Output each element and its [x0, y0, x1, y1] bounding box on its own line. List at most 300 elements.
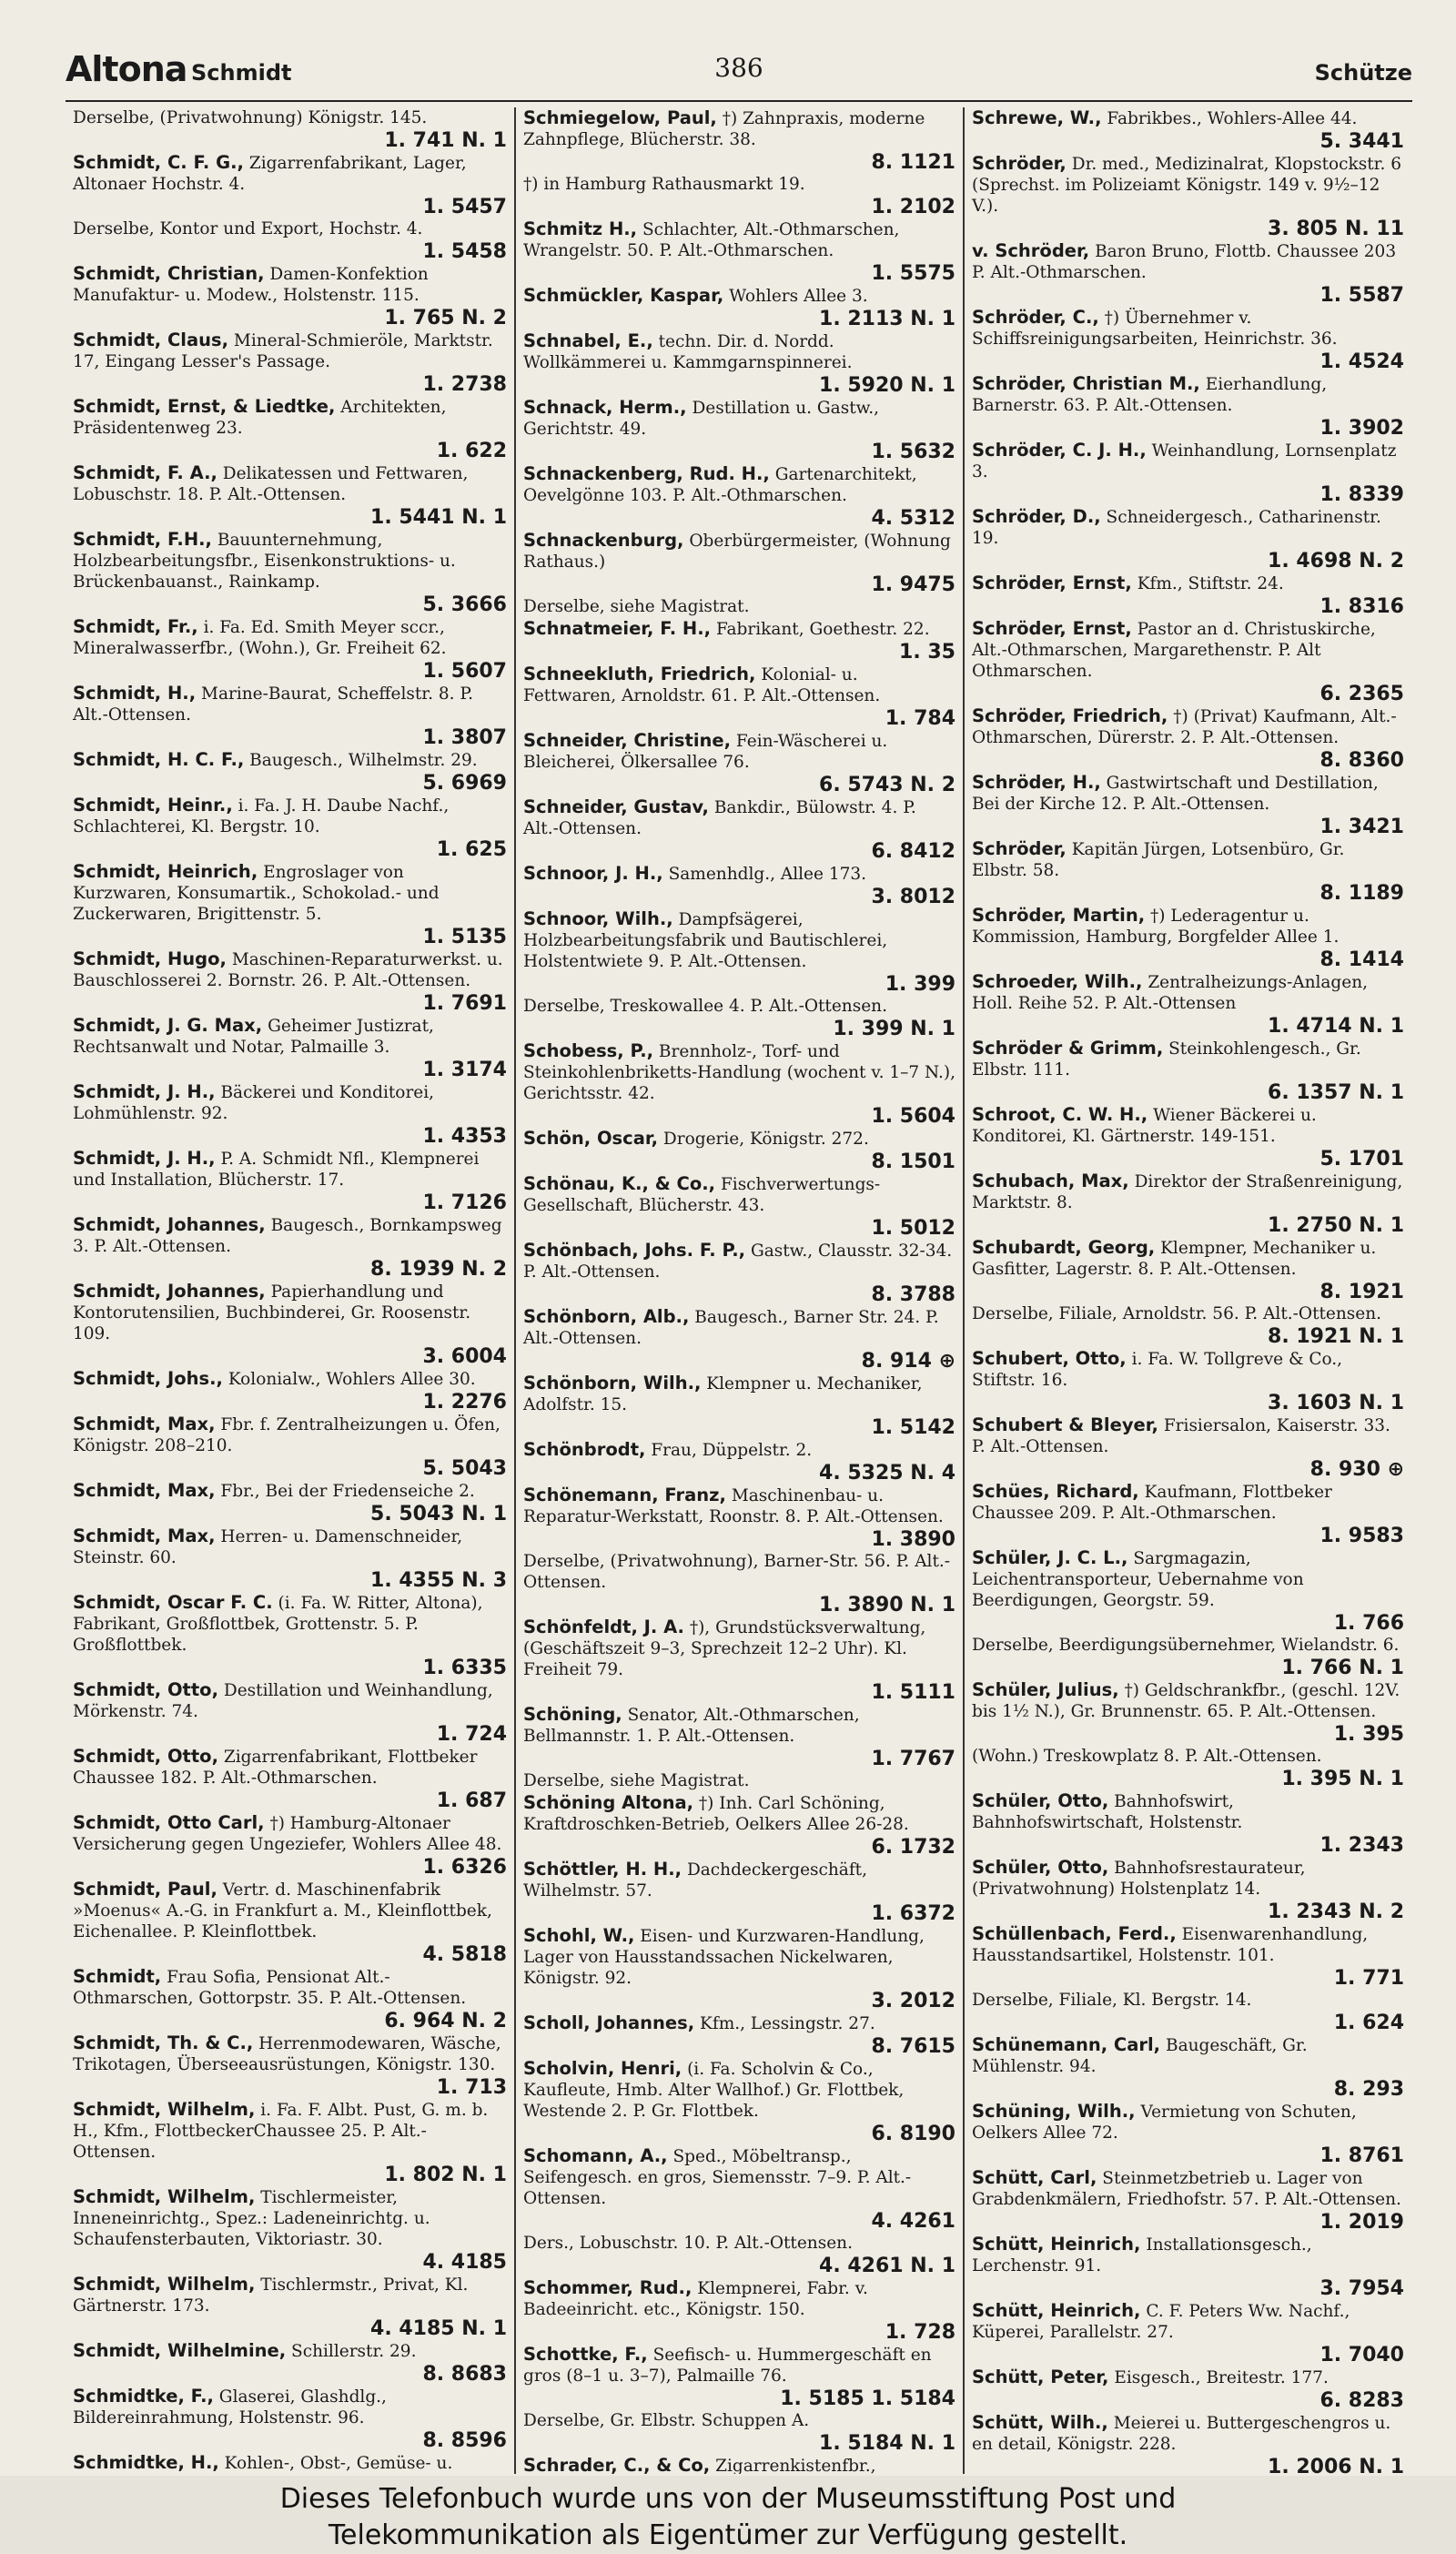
directory-entry [523, 2455, 956, 2474]
entry-text: Derselbe, Filiale, Arnoldstr. 56. P. Alt.-Ottensen. [972, 1304, 1382, 1323]
entry-name: Schmidt, Oscar F. C. [73, 1592, 273, 1613]
entry-text: Seefisch- u. Hummergeschäft en gros (8–1 u. 3–7), Palmaille 76. [523, 2346, 932, 2386]
entry-name: Schütt, Heinrich, [972, 2234, 1141, 2255]
directory-entry [972, 1414, 1404, 1481]
entry-name: Schröder & Grimm, [972, 1038, 1164, 1059]
entry-name: v. Schröder, [972, 240, 1090, 261]
phone-number: 4. 5325 N. 4 [819, 1462, 956, 1485]
directory-entry [523, 596, 956, 617]
entry-text: Wiener Bäckerei u. Konditorei, Kl. Gärtnerstr. 149-151. [972, 1106, 1317, 1146]
phone-number: 1. 35 [899, 641, 956, 664]
entry-name: Schmidt, F. A., [73, 462, 217, 483]
entry-name: Schöning Altona, [523, 1792, 694, 1813]
phone-number: 6. 5743 N. 2 [819, 774, 956, 796]
entry-text: Fabrikbes., Wohlers-Allee 44. [1107, 109, 1358, 128]
phone-number: 1. 8316 [1320, 595, 1404, 618]
directory-entry [972, 2367, 1404, 2412]
entry-name: Schmidt, Wilhelm, [73, 2186, 256, 2207]
directory-entry [972, 1790, 1404, 1857]
entry-text: Bauunternehmung, Holzbearbeitungsfbr., Eisenkonstruktions- u. Brückenbauanst., Rainkamp. [73, 531, 456, 592]
phone-number: 1. 5607 [422, 660, 507, 683]
entry-name: Schütt, Wilh., [972, 2412, 1108, 2433]
entry-name: Schmidt, Otto, [73, 1679, 218, 1700]
directory-entry [73, 861, 507, 948]
entry-text: Zigarrenfabrikant, Lager, Altonaer Hochstr. 4. [73, 154, 467, 194]
directory-entry [523, 1240, 956, 1306]
directory-entry [73, 1015, 507, 1081]
entry-name: Schröder, [972, 153, 1067, 174]
entry-text: Oberbürgermeister, (Wohnung Rathaus.) [523, 532, 951, 572]
entry-text: Frau Sofia, Pensionat Alt.-Othmarschen, Gottorpstr. 35. P. Alt.-Ottensen. [73, 1968, 467, 2008]
directory-entry [523, 1925, 956, 2012]
phone-number: 1. 7040 [1320, 2344, 1404, 2367]
entry-name: Schmidt, J. H., [73, 1081, 216, 1102]
entry-text: (i. Fa. W. Ritter, Altona), Fabrikant, Großflottbek, Grottenstr. 5. P. Großflottbek. [73, 1594, 483, 1655]
entry-name: Schütt, Heinrich, [972, 2300, 1141, 2321]
directory-entry [972, 971, 1404, 1038]
entry-text: Destillation und Weinhandlung, Mörkenstr. 74. [73, 1681, 493, 1721]
entry-name: Schneider, Christine, [523, 730, 732, 751]
directory-entry [972, 1038, 1404, 1104]
entry-text: Papierhandlung und Kontorutensilien, Buchbinderei, Gr. Roosenstr. 109. [73, 1282, 471, 1343]
directory-entry [73, 2452, 507, 2474]
directory-entry [523, 1770, 956, 1791]
entry-name: Schönfeldt, J. A. [523, 1617, 684, 1637]
entry-name: Schubert & Bleyer, [972, 1414, 1158, 1435]
phone-number: 5. 1701 [1320, 1148, 1404, 1171]
entry-name: Scholvin, Henri, [523, 2058, 682, 2079]
entry-name: Schönau, K., & Co., [523, 1173, 716, 1194]
entry-name: Schmidt, Johannes, [73, 1214, 266, 1235]
entry-text: i. Fa. J. H. Daube Nachf., Schlachterei, Kl. Bergstr. 10. [73, 796, 450, 836]
entry-name: Schröder, D., [972, 506, 1101, 527]
entry-name: Schnoor, Wilh., [523, 908, 673, 929]
phone-number: 1. 5142 [871, 1416, 956, 1439]
entry-name: Schönemann, Franz, [523, 1485, 726, 1505]
directory-entry [972, 1635, 1404, 1679]
phone-number: 6. 1732 [871, 1836, 956, 1859]
directory-entry [523, 1128, 956, 1173]
directory-entry [73, 1525, 507, 1592]
directory-entry [523, 218, 956, 285]
phone-number: 1. 713 [436, 2076, 507, 2099]
directory-entry [972, 307, 1404, 373]
directory-entry [523, 618, 956, 664]
entry-name: Schmidt, [73, 1966, 162, 1987]
phone-number: 1. 724 [436, 1723, 507, 1746]
entry-text: Gastwirtschaft und Destillation, Bei der Kirche 12. P. Alt.-Ottensen. [972, 774, 1379, 814]
phone-number: 1. 5920 N. 1 [819, 374, 956, 397]
phone-number: 1. 399 [885, 973, 956, 996]
entry-name: Schmidt, Claus, [73, 329, 229, 350]
entry-text: Kolonial- u. Fettwaren, Arnoldstr. 61. P. Alt.-Ottensen. [523, 665, 881, 705]
entry-name: Schubert, Otto, [972, 1348, 1127, 1369]
directory-entry [73, 1592, 507, 1679]
phone-number: 1. 7767 [871, 1748, 956, 1770]
directory-entry [73, 1281, 507, 1368]
directory-entry [73, 948, 507, 1015]
directory-entry [523, 1439, 956, 1485]
entry-text: Sped., Möbeltransp., Seifengesch. en gros, Siemensstr. 7–9. P. Alt.-Ottensen. [523, 2147, 912, 2208]
phone-number: 8. 1501 [871, 1150, 956, 1173]
entry-text: Brennholz-, Torf- und Steinkohlenbriketts-Handlung (wochent v. 1–7 N.), Gerichtsstr. 42. [523, 1042, 956, 1103]
entry-name: Schröder, Christian M., [972, 373, 1200, 394]
entry-name: Schüler, Otto, [972, 1857, 1109, 1878]
directory-entry [73, 2340, 507, 2386]
entry-name: Schüler, Otto, [972, 1790, 1109, 1811]
entry-text: Klempnerei, Fabr. v. Badeeinricht. etc., Königstr. 150. [523, 2279, 868, 2319]
entry-name: Schönbach, Johs. F. P., [523, 1240, 746, 1261]
directory-entry [73, 2032, 507, 2099]
directory-entry [73, 1214, 507, 1281]
phone-number: 1. 4714 N. 1 [1268, 1015, 1404, 1038]
entry-text: Sargmagazin, Leichentransporteur, Uebernahme von Beerdigungen, Georgstr. 59. [972, 1549, 1304, 1610]
entry-name: Schmidt, Max, [73, 1480, 216, 1501]
entry-name: Schröder, Ernst, [972, 618, 1132, 639]
directory-entry [73, 329, 507, 396]
entry-text: †), Grundstücksverwaltung, (Geschäftszeit 9–3, Sprechzeit 12–2 Uhr). Kl. Freiheit 79. [523, 1618, 926, 1679]
entry-text: Fein-Wäscherei u. Bleicherei, Ölkersallee 76. [523, 732, 888, 772]
entry-text: Gastw., Clausstr. 32-34. P. Alt.-Ottensen. [523, 1242, 953, 1282]
entry-text: Derselbe, Kontor und Export, Hochstr. 4. [73, 219, 423, 238]
header-first-name: Schmidt [191, 60, 292, 86]
entry-name: Schmidt, Paul, [73, 1879, 217, 1900]
directory-entry [523, 397, 956, 463]
directory-entry [73, 1879, 507, 1966]
phone-number: 1. 5135 [422, 926, 507, 948]
entry-name: Schroeder, Wilh., [972, 971, 1143, 992]
entry-name: Schöttler, H. H., [523, 1859, 682, 1880]
entry-name: Schmidt, Ernst, & Liedtke, [73, 396, 336, 417]
entry-name: Schommer, Rud., [523, 2277, 693, 2298]
directory-entry [972, 772, 1404, 838]
phone-number: 3. 1603 N. 1 [1268, 1392, 1404, 1414]
directory-entry [523, 1617, 956, 1704]
directory-entry [972, 1171, 1404, 1237]
entry-text: Drogerie, Königstr. 272. [662, 1130, 869, 1149]
phone-number: 6. 1357 N. 1 [1268, 1081, 1404, 1104]
entry-name: Schmidt, Th. & C., [73, 2032, 254, 2053]
directory-entry [523, 1485, 956, 1551]
directory-entry [972, 2234, 1404, 2300]
phone-number: 1. 5441 N. 1 [370, 506, 507, 529]
entry-text: Kaufmann, Flottbeker Chaussee 209. P. Alt.-Othmarschen. [972, 1483, 1332, 1523]
entry-text: Schneidergesch., Catharinenstr. 19. [972, 508, 1381, 548]
entry-name: Schnack, Herm., [523, 397, 687, 418]
phone-number: 3. 8012 [871, 886, 956, 908]
phone-number: 6. 8283 [1320, 2389, 1404, 2412]
entry-name: Schönborn, Alb., [523, 1306, 690, 1327]
directory-entry [73, 1480, 507, 1525]
phone-number: 1. 766 [1333, 1612, 1404, 1635]
entry-text: Meierei u. Buttergeschengros u. en detail, Königstr. 228. [972, 2414, 1391, 2454]
phone-number: 1. 687 [436, 1789, 507, 1812]
entry-text: Eisen- und Kurzwaren-Handlung, Lager von Hausstandssachen Nickelwaren, Königstr. 92. [523, 1927, 925, 1988]
page-number: 386 [714, 53, 763, 83]
entry-text: Steinmetzbetrieb u. Lager von Grabdenkmälern, Friedhofstr. 57. P. Alt.-Ottensen. [972, 2169, 1401, 2209]
entry-text: Herren- u. Damenschneider, Steinstr. 60. [73, 1527, 463, 1567]
entry-name: Schütt, Peter, [972, 2367, 1109, 2387]
entry-text: (Wohn.) Treskowplatz 8. P. Alt.-Ottensen. [972, 1747, 1322, 1766]
directory-entry [73, 1414, 507, 1480]
entry-text: Klempner u. Mechaniker, Adolfstr. 15. [523, 1374, 923, 1414]
directory-entry [73, 616, 507, 683]
directory-entry [523, 1306, 956, 1373]
directory-entry [972, 838, 1404, 905]
entry-text: †) Lederagentur u. Kommission, Hamburg, Borgfelder Allee 1. [972, 907, 1340, 947]
entry-text: Derselbe, Filiale, Kl. Bergstr. 14. [972, 1991, 1252, 2010]
phone-number: 4. 4185 N. 1 [370, 2317, 507, 2340]
entry-text: †) Übernehmer v. Schiffsreinigungsarbeiten, Heinrichstr. 36. [972, 309, 1338, 349]
entry-name: Schobess, P., [523, 1040, 654, 1061]
entry-text: Bäckerei und Konditorei, Lohmühlenstr. 92. [73, 1083, 435, 1123]
entry-name: Schmidt, Max, [73, 1414, 216, 1434]
directory-entry [972, 2167, 1404, 2234]
phone-number: 8. 8360 [1320, 749, 1404, 772]
entry-text: Architekten, Präsidentenweg 23. [73, 398, 447, 438]
entry-name: Schmidt, H., [73, 683, 197, 704]
entry-text: Tischlermstr., Privat, Kl. Gärtnerstr. 173. [73, 2275, 469, 2316]
directory-entry [972, 1746, 1404, 1790]
phone-number: 1. 5457 [422, 196, 507, 218]
phone-number: 5. 5043 [422, 1457, 507, 1480]
entry-text: Bahnhofswirt, Bahnhofswirtschaft, Holstenstr. [972, 1792, 1243, 1832]
entry-name: Schottke, F., [523, 2344, 648, 2365]
entry-columns [66, 107, 1412, 2474]
phone-number: 1. 2750 N. 1 [1268, 1214, 1404, 1237]
phone-number: 1. 8761 [1320, 2144, 1404, 2167]
directory-entry [523, 1551, 956, 1617]
directory-entry [523, 107, 956, 174]
phone-number: 4. 4261 N. 1 [819, 2255, 956, 2277]
entry-text: †) Geldschrankfbr., (geschl. 12V. bis 1½ N.), Gr. Brunnenstr. 65. P. Alt.-Ottensen. [972, 1681, 1400, 1721]
entry-text: Kfm., Lessingstr. 27. [700, 2014, 875, 2033]
directory-entry [972, 2101, 1404, 2167]
directory-entry [972, 1104, 1404, 1171]
phone-number: 1. 6372 [871, 1902, 956, 1925]
entry-name: Schmidt, Wilhelm, [73, 2274, 256, 2295]
phone-number: 6. 964 N. 2 [384, 2010, 507, 2032]
phone-number: 1. 3890 N. 1 [819, 1594, 956, 1617]
header-city: Altona [66, 49, 187, 89]
entry-name: Schnackenberg, Rud. H., [523, 463, 770, 484]
phone-number: 1. 784 [885, 707, 956, 730]
directory-entry [972, 1481, 1404, 1547]
phone-number: 1. 3174 [422, 1059, 507, 1081]
entry-text: Samenhdlg., Allee 173. [668, 865, 867, 884]
directory-entry [523, 2344, 956, 2410]
entry-text: i. Fa. W. Tollgreve & Co., Stiftstr. 16. [972, 1350, 1343, 1390]
directory-entry [73, 1966, 507, 2032]
entry-text: Frisiersalon, Kaiserstr. 33. P. Alt.-Ottensen. [972, 1416, 1390, 1456]
directory-entry [73, 152, 507, 218]
directory-entry [523, 664, 956, 730]
phone-number: 1. 5632 [871, 441, 956, 463]
entry-name: Schüler, J. C. L., [972, 1547, 1128, 1568]
directory-entry [73, 396, 507, 462]
entry-name: Schües, Richard, [972, 1481, 1139, 1502]
entry-text: †) (Privat) Kaufmann, Alt.-Othmarschen, Dürerstr. 2. P. Alt.-Ottensen. [972, 707, 1397, 747]
phone-number: 1. 4353 [422, 1125, 507, 1148]
phone-number: 1. 2343 N. 2 [1268, 1900, 1404, 1923]
phone-number: 1. 9583 [1320, 1525, 1404, 1547]
entry-text: Wohlers Allee 3. [729, 287, 868, 306]
phone-number: 1. 8339 [1320, 483, 1404, 506]
directory-entry [972, 2300, 1404, 2367]
directory-entry [972, 2412, 1404, 2474]
entry-name: Schnabel, E., [523, 330, 653, 351]
phone-number: 1. 5012 [871, 1217, 956, 1240]
entry-name: Schmidt, C. F. G., [73, 152, 244, 173]
phone-number: 1. 6326 [422, 1856, 507, 1879]
entry-text: Zigarrenfabrikant, Flottbeker Chaussee 182. P. Alt.-Othmarschen. [73, 1748, 478, 1788]
directory-entry [972, 1303, 1404, 1348]
phone-number: 1. 625 [436, 838, 507, 861]
entry-text: P. A. Schmidt Nfl., Klempnerei und Installation, Blücherstr. 17. [73, 1150, 480, 1190]
directory-entry [523, 463, 956, 530]
entry-name: Schneekluth, Friedrich, [523, 664, 756, 684]
phone-number: 1. 622 [436, 440, 507, 462]
phone-number: 6. 2365 [1320, 683, 1404, 705]
entry-name: Schubach, Max, [972, 1171, 1129, 1191]
directory-entry [523, 1704, 956, 1770]
footer-line-2: Telekommunikation als Eigentümer zur Verfügung gestellt. [328, 2519, 1128, 2551]
entry-text: Marine-Baurat, Scheffelstr. 8. P. Alt.-Ottensen. [73, 684, 473, 725]
directory-entry [73, 1746, 507, 1812]
phone-number: 1. 2738 [422, 373, 507, 396]
phone-number: 8. 1189 [1320, 882, 1404, 905]
entry-text: Baugeschäft, Gr. Mühlenstr. 94. [972, 2036, 1308, 2076]
directory-entry [73, 2274, 507, 2340]
directory-entry [523, 1792, 956, 1859]
directory-entry [73, 1679, 507, 1746]
entry-name: Schmidt, Hugo, [73, 948, 227, 969]
entry-name: Schröder, Friedrich, [972, 705, 1168, 726]
entry-name: Schmidt, Heinrich, [73, 861, 258, 882]
column-3 [963, 107, 1411, 2474]
entry-text: Dachdeckergeschäft, Wilhelmstr. 57. [523, 1860, 867, 1900]
entry-text: Baugesch., Wilhelmstr. 29. [249, 751, 478, 770]
phone-number: 1. 2006 N. 1 [1268, 2456, 1404, 2474]
entry-text: Schlachter, Alt.-Othmarschen, Wrangelstr. 50. P. Alt.-Othmarschen. [523, 220, 900, 260]
phone-number: 1. 728 [885, 2321, 956, 2344]
entry-text: Bankdir., Bülowstr. 4. P. Alt.-Ottensen. [523, 798, 916, 838]
entry-name: Schröder, Ernst, [972, 573, 1132, 593]
directory-entry [972, 373, 1404, 440]
entry-text: Tischlermeister, Inneneinrichtg., Spez.: Ladeneinrichtg. u. Schaufensterbauten, Viktoriastr. 30. [73, 2188, 430, 2249]
entry-text: Gartenarchitekt, Oevelgönne 103. P. Alt.-Othmarschen. [523, 465, 917, 505]
phone-number: 1. 7126 [422, 1191, 507, 1214]
directory-entry [523, 174, 956, 218]
directory-entry [523, 796, 956, 863]
entry-text: Bahnhofsrestaurateur, (Privatwohnung) Holstenplatz 14. [972, 1859, 1306, 1899]
directory-entry [523, 2410, 956, 2455]
directory-entry [73, 1148, 507, 1214]
entry-name: Schütt, Carl, [972, 2167, 1097, 2188]
phone-number: 1. 4698 N. 2 [1268, 550, 1404, 573]
entry-text: Destillation u. Gastw., Gerichtstr. 49. [523, 399, 880, 439]
directory-entry [523, 530, 956, 596]
entry-name: Schön, Oscar, [523, 1128, 659, 1149]
entry-name: Schmidt, Christian, [73, 263, 265, 284]
entry-text: Steinkohlengesch., Gr. Elbstr. 111. [972, 1039, 1361, 1079]
entry-text: Derselbe, Beerdigungsübernehmer, Wielandstr. 6. [972, 1636, 1400, 1655]
entry-name: Schönbrodt, [523, 1439, 646, 1460]
phone-number: 1. 766 N. 1 [1281, 1657, 1404, 1679]
directory-entry [523, 1040, 956, 1128]
footer-notice [0, 2476, 1456, 2554]
entry-name: Schröder, C. J. H., [972, 440, 1147, 461]
entry-name: Schmidt, Otto Carl, [73, 1812, 265, 1833]
entry-text: †) in Hamburg Rathausmarkt 19. [523, 175, 805, 194]
entry-text: Derselbe, (Privatwohnung), Barner-Str. 56. P. Alt.-Ottensen. [523, 1552, 951, 1592]
phone-number: 1. 5587 [1320, 284, 1404, 307]
entry-name: Schmidtke, F., [73, 2386, 214, 2407]
entry-text: Fbr., Bei der Friedenseiche 2. [220, 1482, 475, 1501]
entry-text: Zigarrenkistenfbr., [715, 2457, 876, 2474]
phone-number: 1. 741 N. 1 [384, 129, 507, 152]
phone-number: 1. 765 N. 2 [384, 307, 507, 329]
entry-name: Schüllenbach, Ferd., [972, 1923, 1177, 1944]
directory-entry [972, 1679, 1404, 1746]
phone-number: 1. 3902 [1320, 417, 1404, 440]
directory-entry [972, 573, 1404, 618]
phone-number: 8. 1921 [1320, 1281, 1404, 1303]
entry-text: i. Fa. Ed. Smith Meyer sccr., Mineralwasserfbr., (Wohn.), Gr. Freiheit 62. [73, 618, 447, 658]
entry-name: Schmidt, H. C. F., [73, 749, 245, 770]
entry-text: Pastor an d. Christuskirche, Alt.-Othmarschen, Margarethenstr. P. Alt Othmarschen. [972, 620, 1376, 681]
entry-text: Eisgesch., Breitestr. 177. [1114, 2368, 1329, 2387]
entry-text: †) Zahnpraxis, moderne Zahnpflege, Blücherstr. 38. [523, 109, 925, 149]
directory-entry [73, 529, 507, 616]
directory-entry [523, 2012, 956, 2058]
phone-number: 3. 805 N. 11 [1268, 218, 1404, 240]
header-last-name: Schütze [1314, 60, 1412, 86]
entry-name: Schünemann, Carl, [972, 2034, 1161, 2055]
directory-entry [523, 1859, 956, 1925]
directory-entry [73, 218, 507, 263]
entry-text: Derselbe, siehe Magistrat. [523, 1771, 750, 1790]
phone-number: 8. 914 ⊕ [861, 1350, 956, 1373]
entry-text: Maschinenbau- u. Reparatur-Werkstatt, Roonstr. 8. P. Alt.-Ottensen. [523, 1486, 944, 1526]
phone-number: 8. 1939 N. 2 [370, 1258, 507, 1281]
entry-text: Mineral-Schmieröle, Marktstr. 17, Eingang Lesser's Passage. [73, 331, 493, 371]
entry-name: Schnoor, J. H., [523, 863, 663, 884]
phone-number: 1. 624 [1333, 2012, 1404, 2034]
directory-entry [523, 908, 956, 996]
entry-name: Schmidt, Wilhelmine, [73, 2340, 287, 2361]
phone-number: 3. 6004 [422, 1345, 507, 1368]
phone-number: 1. 2019 [1320, 2211, 1404, 2234]
column-1 [66, 107, 514, 2474]
entry-text: i. Fa. F. Albt. Pust, G. m. b. H., Kfm., FlottbeckerChaussee 25. P. Alt.-Ottensen. [73, 2101, 489, 2162]
phone-number: 5. 6969 [422, 772, 507, 795]
entry-text: Kohlen-, Obst-, Gemüse- u. [224, 2454, 453, 2473]
entry-text: Kfm., Stiftstr. 24. [1137, 574, 1284, 593]
entry-name: Schmidt, Otto, [73, 1746, 218, 1767]
phone-number: 1. 4355 N. 3 [370, 1569, 507, 1592]
entry-text: Eierhandlung, Barnerstr. 63. P. Alt.-Ottensen. [972, 375, 1328, 415]
entry-name: Schröder, C., [972, 307, 1099, 328]
phone-number: 1. 5575 [871, 262, 956, 285]
entry-name: Schmidt, J. H., [73, 1148, 216, 1169]
entry-text: Delikatessen und Fettwaren, Lobuschstr. 18. P. Alt.-Ottensen. [73, 464, 469, 504]
directory-entry [972, 1547, 1404, 1635]
entry-name: Schöning, [523, 1704, 622, 1725]
directory-entry [523, 330, 956, 397]
phone-number: 1. 3890 [871, 1528, 956, 1551]
phone-number: 8. 8596 [422, 2429, 507, 2452]
